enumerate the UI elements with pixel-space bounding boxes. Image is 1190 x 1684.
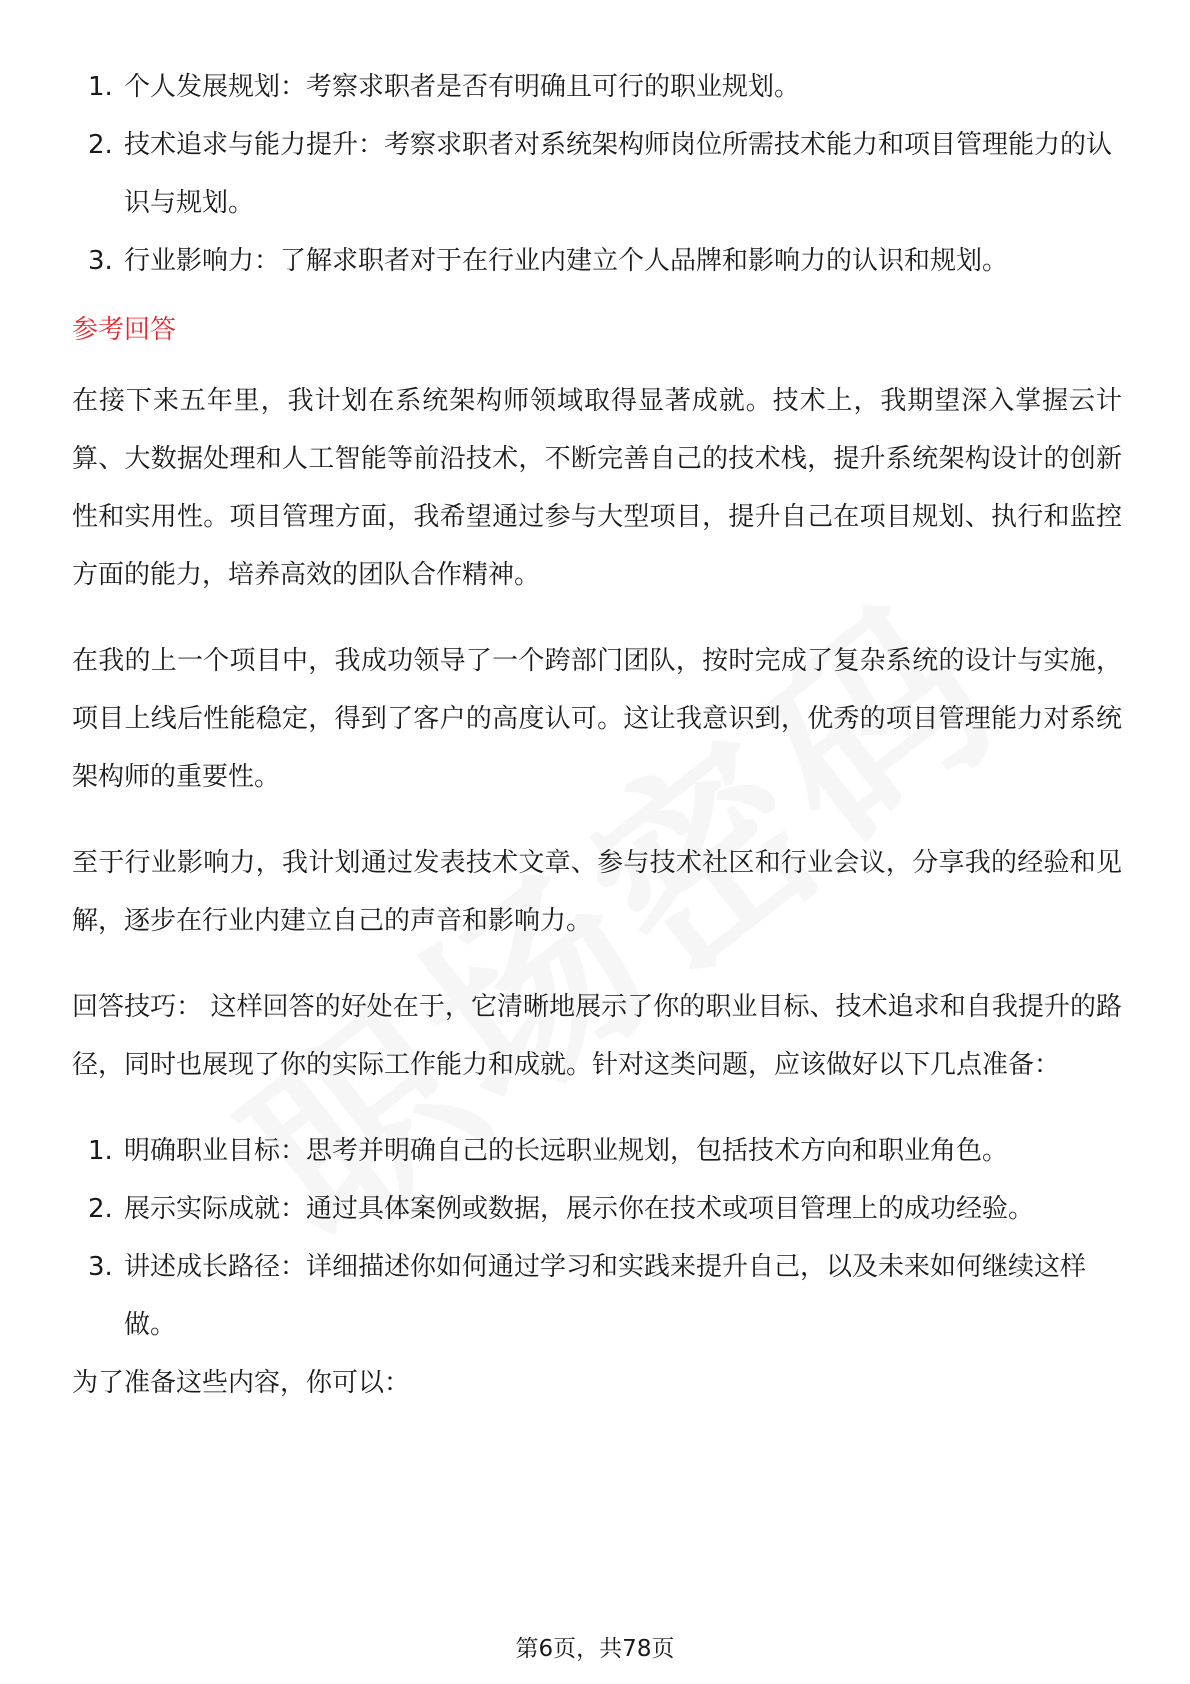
paragraph: 在接下来五年里，我计划在系统架构师领域取得显著成就。技术上，我期望深入掌握云计算、大数据处理和人工智能等前沿技术，不断完善自己的技术栈，提升系统架构设计的创新性和实用性。项目管理方面，我希望通过参与大型项目，提升自己在项目规划、执行和监控方面的能力，培养高效的团队合作精神。 bbox=[72, 386, 1122, 590]
list-item bbox=[72, 1122, 1122, 1180]
tips-list bbox=[72, 1122, 1122, 1354]
intro-list bbox=[72, 58, 1122, 290]
document-page bbox=[72, 58, 1122, 1440]
paragraph: 在我的上一个项目中，我成功领导了一个跨部门团队，按时完成了复杂系统的设计与实施，项目上线后性能稳定，得到了客户的高度认可。这让我意识到，优秀的项目管理能力对系统架构师的重要性。 bbox=[72, 646, 1122, 792]
list-item bbox=[72, 232, 1122, 290]
list-number: 3. bbox=[88, 246, 113, 276]
closing-paragraph: 为了准备这些内容，你可以： bbox=[72, 1368, 411, 1398]
list-number: 1. bbox=[88, 72, 113, 102]
list-number: 2. bbox=[88, 130, 113, 160]
list-number: 1. bbox=[88, 1136, 113, 1166]
list-item-text: 展示实际成就：通过具体案例或数据，展示你在技术或项目管理上的成功经验。 bbox=[124, 1194, 1035, 1224]
list-item bbox=[72, 58, 1122, 116]
section-heading: 参考回答 bbox=[72, 315, 177, 345]
list-item-text: 个人发展规划：考察求职者是否有明确且可行的职业规划。 bbox=[124, 72, 801, 102]
list-item-text: 技术追求与能力提升：考察求职者对系统架构师岗位所需技术能力和项目管理能力的认识与规划。 bbox=[124, 130, 1113, 218]
list-item bbox=[72, 1180, 1122, 1238]
paragraph: 至于行业影响力，我计划通过发表技术文章、参与技术社区和行业会议，分享我的经验和见解，逐步在行业内建立自己的声音和影响力。 bbox=[72, 848, 1122, 936]
list-item-text: 行业影响力：了解求职者对于在行业内建立个人品牌和影响力的认识和规划。 bbox=[124, 246, 1009, 276]
list-item bbox=[72, 116, 1122, 232]
list-item-text: 明确职业目标：思考并明确自己的长远职业规划，包括技术方向和职业角色。 bbox=[124, 1136, 1009, 1166]
page-footer: 第6页，共78页 bbox=[515, 1636, 675, 1662]
list-item-text: 讲述成长路径：详细描述你如何通过学习和实践来提升自己，以及未来如何继续这样做。 bbox=[124, 1252, 1087, 1340]
list-number: 3. bbox=[88, 1252, 113, 1282]
list-number: 2. bbox=[88, 1194, 113, 1224]
paragraph: 回答技巧： 这样回答的好处在于，它清晰地展示了你的职业目标、技术追求和自我提升的路径，同时也展现了你的实际工作能力和成就。针对这类问题，应该做好以下几点准备： bbox=[72, 992, 1122, 1080]
list-item bbox=[72, 1238, 1122, 1354]
